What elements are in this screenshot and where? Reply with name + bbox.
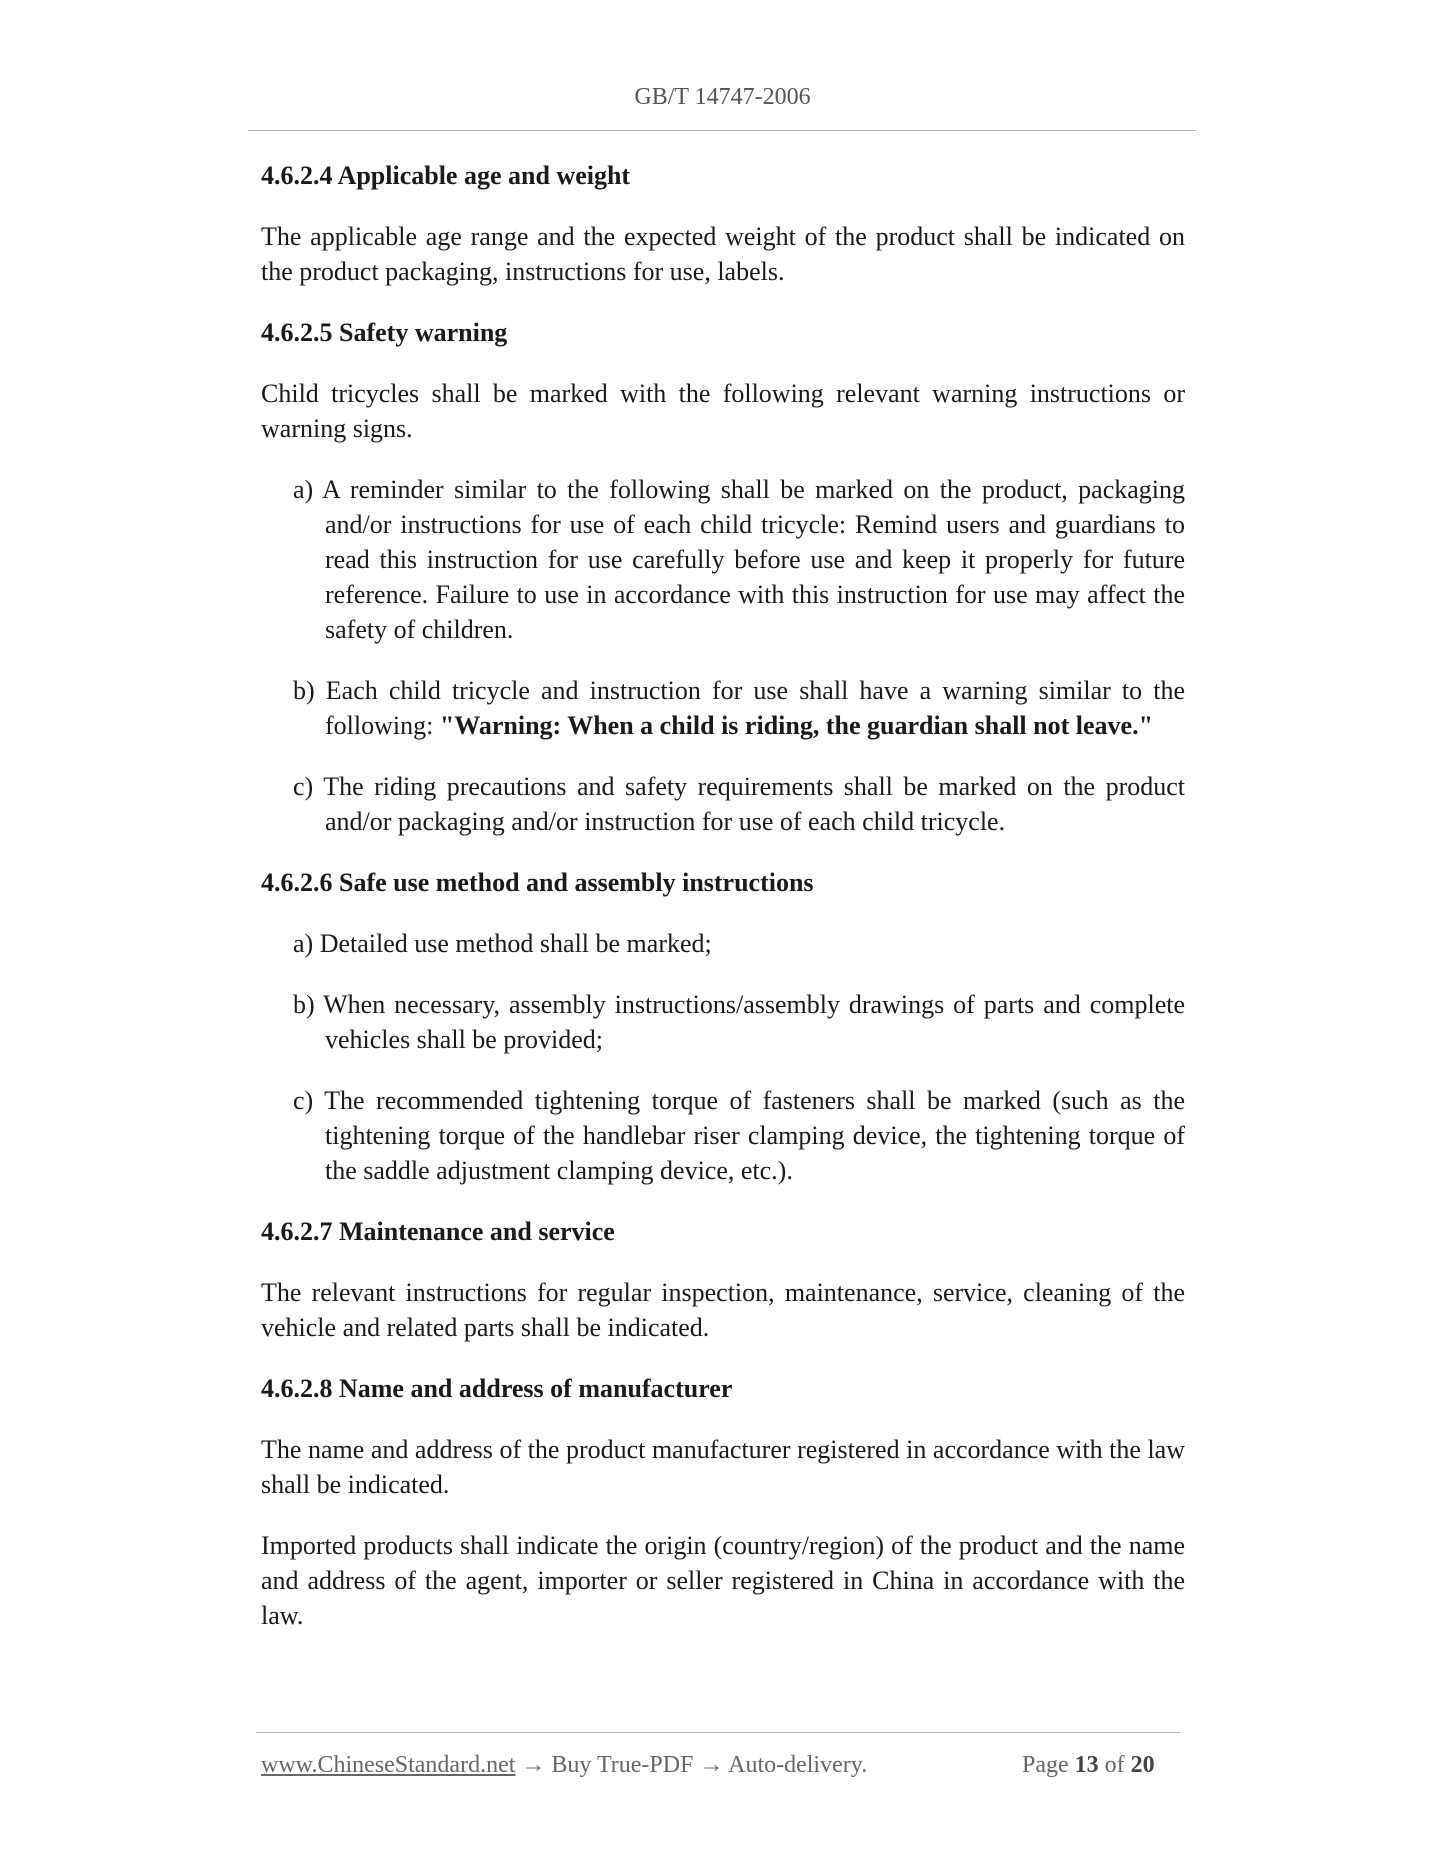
paragraph: The applicable age range and the expected weight of the product shall be indicated on the product packaging, instructions for use, labels.: [261, 222, 1185, 286]
list-item-b: [261, 673, 1185, 743]
warning-text: "Warning: When a child is riding, the guardian shall not leave.": [439, 711, 1154, 740]
total-pages: 20: [1130, 1752, 1155, 1778]
paragraph: The relevant instructions for regular inspection, maintenance, service, cleaning of the vehicle and related parts shall be indicated.: [261, 1278, 1185, 1342]
section-heading-4-6-2-7: 4.6.2.7 Maintenance and service: [261, 1217, 615, 1246]
footer-divider: [256, 1732, 1180, 1733]
site-link[interactable]: www.ChineseStandard.net: [261, 1752, 516, 1778]
section-heading-4-6-2-8: 4.6.2.8 Name and address of manufacturer: [261, 1374, 733, 1403]
header-divider: [248, 130, 1196, 131]
document-id-header: GB/T 14747-2006: [634, 84, 811, 110]
paragraph: The name and address of the product manufacturer registered in accordance with the law shall be indicated.: [261, 1435, 1185, 1499]
page-label: Page: [1022, 1752, 1075, 1778]
list-item-a: a) A reminder similar to the following shall be marked on the product, packaging and/or instructions for use of each child tricycle: Remind users and guardians to read this instruction for use carefully before use and keep it properly for future reference. Failure to use in accordance with this instruction for use may affect the safety of children.: [293, 475, 1185, 644]
list-item-b: b) When necessary, assembly instructions/assembly drawings of parts and complete vehicles shall be provided;: [293, 990, 1185, 1054]
footer-promo: [261, 1752, 867, 1779]
list-item-a: a) Detailed use method shall be marked;: [293, 929, 712, 958]
list-item-c: c) The riding precautions and safety requirements shall be marked on the product and/or packaging and/or instruction for use of each child tricycle.: [293, 772, 1185, 836]
section-heading-4-6-2-4: 4.6.2.4 Applicable age and weight: [261, 161, 631, 190]
list-item-text: b) Each child tricycle and instruction for use shall have a warning similar to the following:: [293, 676, 1185, 740]
page-number: 13: [1074, 1752, 1099, 1778]
of-label: of: [1098, 1752, 1131, 1778]
section-heading-4-6-2-6: 4.6.2.6 Safe use method and assembly instructions: [261, 868, 814, 897]
paragraph: Imported products shall indicate the origin (country/region) of the product and the name and address of the agent, importer or seller registered in China in accordance with the law.: [261, 1531, 1185, 1630]
document-body: [261, 158, 1185, 1659]
paragraph: Child tricycles shall be marked with the following relevant warning instructions or warning signs.: [261, 379, 1185, 443]
footer-promo-text: → Buy True-PDF → Auto-delivery.: [515, 1752, 868, 1778]
list-item-c: c) The recommended tightening torque of fasteners shall be marked (such as the tightening torque of the handlebar riser clamping device, the tightening torque of the saddle adjustment clamping device, etc.).: [293, 1086, 1185, 1185]
section-heading-4-6-2-5: 4.6.2.5 Safety warning: [261, 318, 508, 347]
page-indicator: [1022, 1752, 1155, 1779]
